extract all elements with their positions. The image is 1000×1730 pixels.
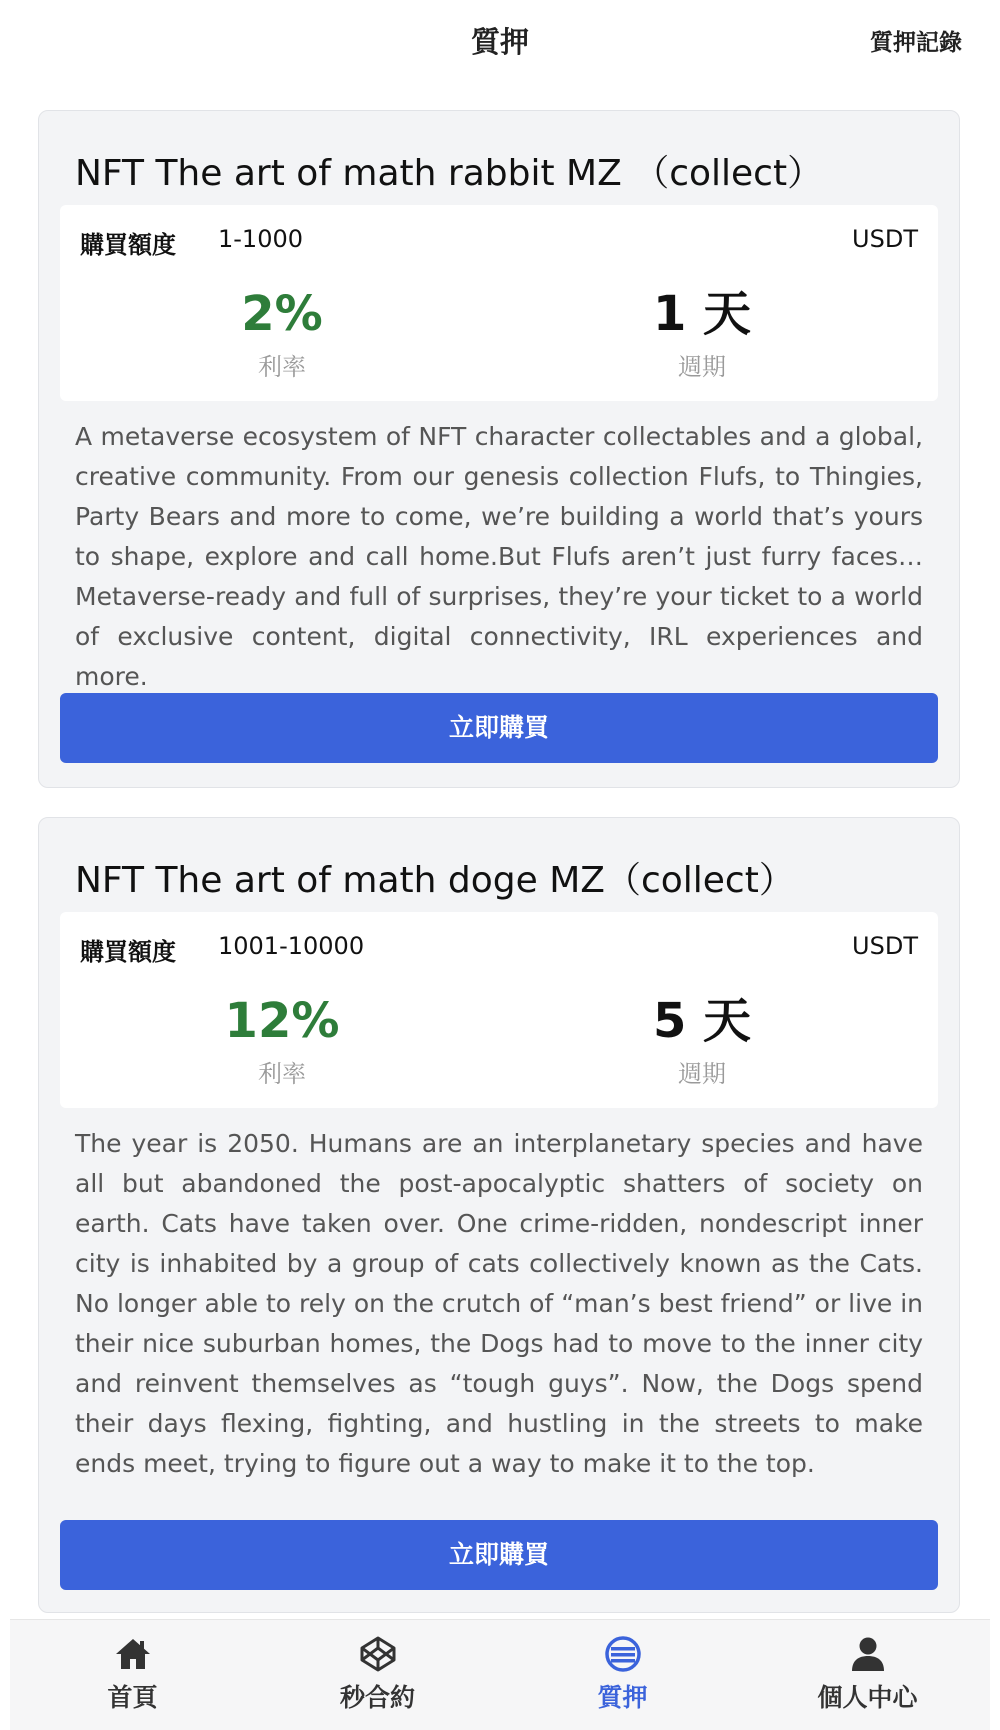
home-icon <box>113 1634 153 1674</box>
amount-range: 1-1000 <box>218 225 304 253</box>
buy-now-button[interactable]: 立即購買 <box>60 1520 938 1590</box>
header <box>0 0 1000 84</box>
codepen-icon <box>358 1634 398 1674</box>
tab-stake-label: 質押 <box>597 1683 648 1712</box>
rate-label: 利率 <box>258 1060 306 1088</box>
period-value: 1 天 <box>652 286 752 342</box>
buy-now-button[interactable]: 立即購買 <box>60 693 938 763</box>
amount-label: 購買額度 <box>80 938 176 966</box>
page-title: 質押 <box>470 25 529 59</box>
tab-contract[interactable] <box>255 1620 500 1730</box>
product-card <box>38 817 960 1613</box>
rate-stat <box>132 285 432 382</box>
period-label: 週期 <box>678 353 726 381</box>
tab-home-label: 首頁 <box>107 1683 158 1712</box>
stake-records-link[interactable]: 質押記錄 <box>870 30 962 56</box>
product-info-box <box>60 205 938 401</box>
currency: USDT <box>852 225 918 253</box>
period-label: 週期 <box>678 1060 726 1088</box>
tab-home[interactable] <box>10 1620 255 1730</box>
tab-profile-label: 個人中心 <box>817 1683 918 1712</box>
rate-stat <box>132 992 432 1089</box>
rate-label: 利率 <box>258 353 306 381</box>
product-info-box <box>60 912 938 1108</box>
period-stat <box>552 992 852 1089</box>
amount-range: 1001-10000 <box>218 932 365 960</box>
currency: USDT <box>852 932 918 960</box>
tab-contract-label: 秒合約 <box>339 1683 415 1712</box>
period-value: 5 天 <box>652 993 752 1049</box>
rate-value: 12% <box>224 993 340 1049</box>
product-title: NFT The art of math doge MZ（collect） <box>75 860 795 901</box>
product-title: NFT The art of math rabbit MZ （collect） <box>75 153 824 194</box>
period-stat <box>552 285 852 382</box>
product-card <box>38 110 960 788</box>
rate-value: 2% <box>241 286 323 342</box>
product-description: A metaverse ecosystem of NFT character collectables and a global, creative community. From our genesis collection Flufs, to Thingies, Party Bears and more to come, we’re building a world that’s yours to shape, explore and call home.But Flufs aren’t just furry faces… Metaverse-ready and full of surprises, they’re your ticket to a world of exclusive content, digital connectivity, IRL experiences and more. <box>75 422 923 691</box>
amount-label: 購買額度 <box>80 231 176 259</box>
user-icon <box>848 1634 888 1674</box>
tab-profile[interactable] <box>745 1620 990 1730</box>
bottom-tab-bar <box>10 1619 990 1730</box>
tab-stake[interactable] <box>500 1620 745 1730</box>
stake-icon <box>603 1634 643 1674</box>
product-description: The year is 2050. Humans are an interplanetary species and have all but abandoned the post-apocalyptic shatters of society on earth. Cats have taken over. One crime-ridden, nondescript inner city is inhabited by a group of cats collectively known as the Cats. No longer able to rely on the crutch of “man’s best friend” or live in their nice suburban homes, the Dogs had to move to the inner city and reinvent themselves as “tough guys”. Now, the Dogs spend their days flexing, fighting, and hustling in the streets to make ends meet, trying to figure out a way to make it to the top. <box>75 1129 923 1478</box>
